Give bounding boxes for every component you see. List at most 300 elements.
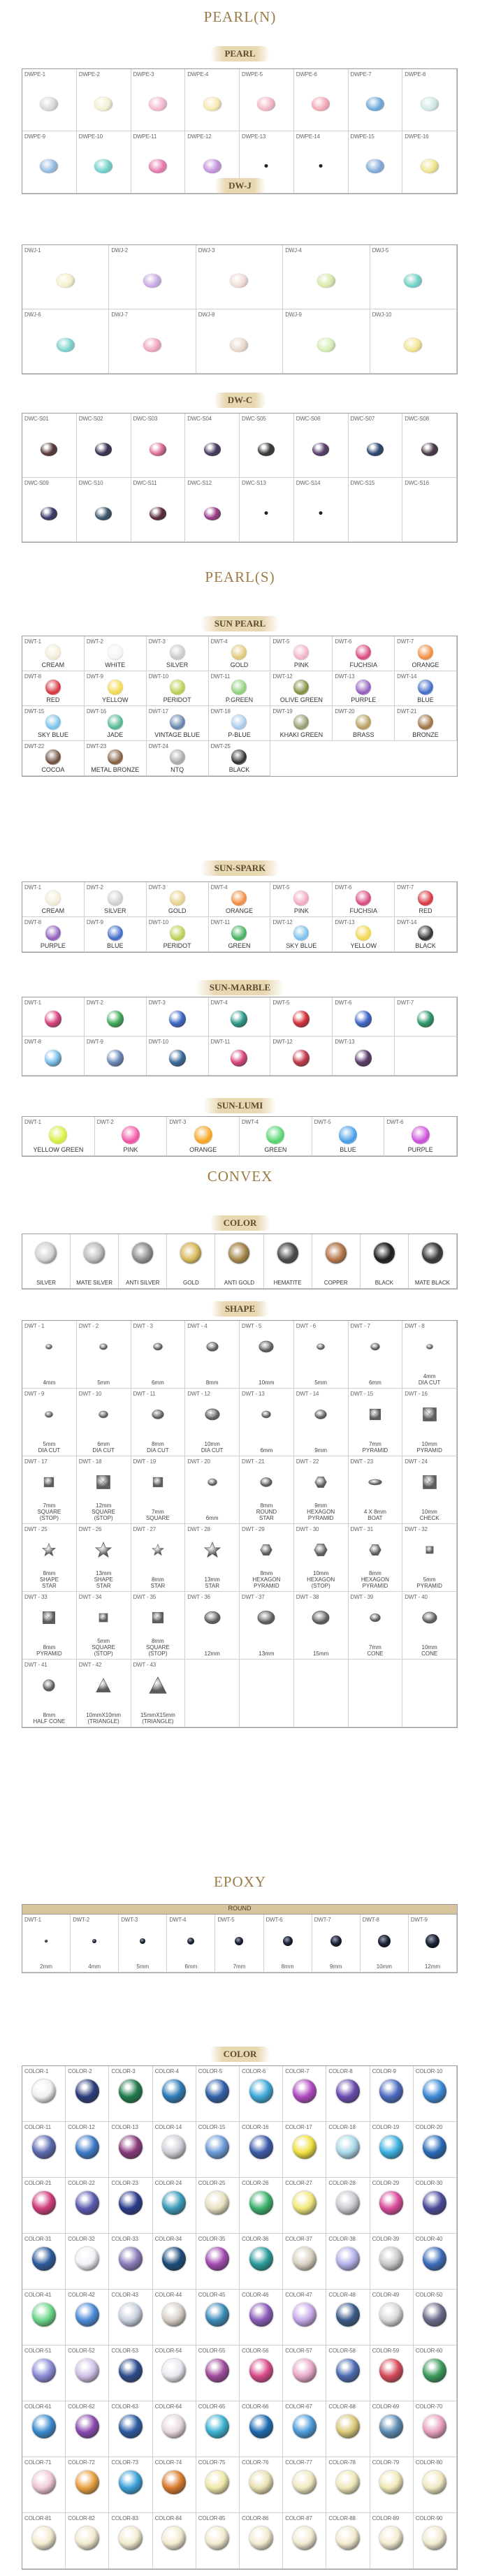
- convex_shape-cell: [240, 1456, 294, 1524]
- item-name: BRONZE: [412, 731, 439, 738]
- pyramid-icon: [40, 1609, 58, 1627]
- item-code: DWT - 3: [133, 1323, 153, 1329]
- item-code: DWC-S05: [242, 416, 266, 422]
- size-label: 12mm: [424, 1963, 441, 1970]
- stone-swatch: [231, 1011, 247, 1027]
- item-name: PURPLE: [351, 696, 377, 703]
- item-code: COLOR-16: [242, 2124, 269, 2130]
- sun_marble-cell: [270, 997, 333, 1037]
- item-code: COLOR-5: [198, 2068, 222, 2074]
- stone-swatch: [231, 925, 247, 941]
- item-code: COLOR-38: [328, 2236, 356, 2242]
- shape-caption: 5mm: [314, 1380, 328, 1386]
- sun_lumi-cell: [384, 1117, 457, 1156]
- color-stone: [249, 2079, 273, 2103]
- color_section-cell: [153, 2401, 196, 2457]
- finish-name: BLACK: [374, 1280, 393, 1286]
- convex_shape-cell: [294, 1592, 349, 1660]
- item-code: COLOR-21: [24, 2180, 52, 2186]
- boat-icon: [366, 1473, 384, 1491]
- stone-swatch: [107, 1050, 124, 1067]
- star-icon: [203, 1541, 221, 1559]
- item-code: DWT-20: [335, 708, 355, 715]
- item-code: COLOR-90: [415, 2515, 443, 2522]
- color-stone: [249, 2191, 273, 2215]
- item-name: BLACK: [415, 942, 436, 949]
- item-code: DWT - 17: [24, 1458, 48, 1465]
- dwc-cell: [131, 478, 186, 542]
- item-code: DWT-15: [24, 708, 45, 715]
- stone-swatch: [45, 925, 61, 941]
- shape-caption: 8mm: [205, 1380, 219, 1386]
- pearl-subtitle: [0, 46, 480, 61]
- item-code: COLOR-58: [328, 2348, 356, 2354]
- item-code: DWC-S01: [24, 416, 49, 422]
- sun_pearl-cell: [85, 636, 147, 671]
- color_section-cell: [66, 2178, 109, 2234]
- dia-icon: [203, 1405, 221, 1424]
- color_section-cell: [22, 2290, 66, 2346]
- sun_marble-cell: [22, 997, 85, 1037]
- item-code: COLOR-41: [24, 2292, 52, 2298]
- pearl-subtitle-label: PEARL: [210, 46, 269, 61]
- sun-marble-subtitle: [0, 980, 480, 995]
- color-stone: [379, 2471, 403, 2494]
- item-code: DWT-13: [335, 1039, 355, 1045]
- item-name: PERIDOT: [163, 696, 191, 703]
- shape-caption: 8mm ROUND STAR: [256, 1502, 277, 1521]
- color_section-cell: [196, 2401, 240, 2457]
- color_section-cell: [370, 2457, 414, 2513]
- item-code: DWT - 27: [133, 1526, 156, 1532]
- color_section-cell: [66, 2122, 109, 2178]
- color-stone: [32, 2303, 56, 2327]
- item-code: DWT - 12: [187, 1391, 210, 1397]
- color-stone: [336, 2415, 360, 2438]
- color_section-cell: [240, 2290, 283, 2346]
- stone-swatch: [312, 97, 330, 111]
- color-stone: [293, 2415, 317, 2438]
- item-code: COLOR-85: [198, 2515, 226, 2522]
- shape-caption: 9mm: [314, 1447, 328, 1454]
- color_section-cell: [196, 2122, 240, 2178]
- dwj-cell: [22, 309, 109, 374]
- item-name: ORANGE: [225, 907, 253, 914]
- sun_pearl-cell: [209, 671, 271, 706]
- sun_spark-cell: [395, 917, 457, 952]
- stone-swatch: [49, 1126, 67, 1144]
- shape-caption: 8mm SHAPE STAR: [39, 1570, 59, 1589]
- color_section-cell: [283, 2513, 326, 2569]
- shape-caption: 10mm CHECK: [419, 1509, 439, 1521]
- epoxy-cell: [119, 1915, 167, 1973]
- item-code: COLOR-42: [68, 2292, 95, 2298]
- shape-caption: 13mm: [259, 1651, 275, 1657]
- dwc-cell: [294, 414, 349, 478]
- item-code: DWT-3: [148, 1000, 166, 1006]
- halfcone-icon: [40, 1676, 58, 1695]
- convex_shape-cell: [22, 1389, 77, 1456]
- epoxy-cell: [22, 1915, 71, 1973]
- item-code: DWT-4: [210, 1000, 228, 1006]
- item-name: VINTAGE BLUE: [154, 731, 201, 738]
- sun_spark-cell: [147, 882, 209, 917]
- stone-swatch: [355, 1011, 372, 1027]
- stone-swatch: [421, 443, 438, 456]
- stone-swatch: [231, 749, 247, 765]
- item-code: DWT-1: [24, 884, 41, 891]
- sun_pearl-cell: [333, 636, 395, 671]
- convex_color-cell: [119, 1234, 167, 1289]
- shape-caption: 8mm STAR: [150, 1576, 166, 1589]
- item-code: DWT - 36: [187, 1594, 210, 1600]
- shape-caption: 6mm: [205, 1515, 219, 1521]
- color_section-cell: [66, 2457, 109, 2513]
- finish-name: MATE BLACK: [414, 1280, 450, 1286]
- item-code: DWT-24: [148, 743, 168, 749]
- dia-icon: [149, 1405, 167, 1424]
- oval-icon: [203, 1609, 221, 1627]
- item-code: DWT-10: [148, 1039, 168, 1045]
- item-code: COLOR-44: [154, 2292, 182, 2298]
- item-code: COLOR-37: [285, 2236, 312, 2242]
- item-code: COLOR-8: [328, 2068, 353, 2074]
- item-code: DWC-S10: [78, 480, 103, 486]
- item-name: YELLOW GREEN: [33, 1146, 84, 1153]
- stone-swatch: [266, 1126, 284, 1144]
- color-stone: [423, 2471, 446, 2494]
- item-name: PURPLE: [407, 1146, 433, 1153]
- item-code: DWJ-7: [111, 312, 128, 318]
- item-code: DWJ-6: [24, 312, 41, 318]
- color_section-cell: [66, 2066, 109, 2122]
- item-name: SKY BLUE: [37, 731, 68, 738]
- item-name: BLUE: [107, 942, 124, 949]
- sun_pearl-cell: [22, 671, 85, 706]
- oval-icon: [40, 1338, 58, 1356]
- item-code: DWT - 10: [78, 1391, 102, 1397]
- stone-swatch: [194, 1126, 212, 1144]
- convex-color-subtitle: [0, 1215, 480, 1231]
- color-stone: [249, 2247, 273, 2271]
- item-code: DWT - 43: [133, 1662, 156, 1668]
- color-stone: [249, 2135, 273, 2159]
- stone-swatch: [107, 1011, 124, 1027]
- epoxy-dot: [330, 1935, 342, 1947]
- item-name: WHITE: [105, 661, 126, 668]
- item-code: COLOR-54: [154, 2348, 182, 2354]
- shape-caption: 10mm PYRAMID: [416, 1441, 442, 1454]
- item-code: COLOR-55: [198, 2348, 226, 2354]
- item-code: COLOR-68: [328, 2403, 356, 2410]
- item-code: DWT-2: [96, 1119, 114, 1125]
- shape-caption: 5mm DIA CUT: [38, 1441, 61, 1454]
- item-code: DWT-16: [86, 708, 106, 715]
- finish-name: GOLD: [183, 1280, 199, 1286]
- sun_pearl-cell: [270, 636, 333, 671]
- stone-swatch: [366, 159, 384, 173]
- color_section-cell: [153, 2234, 196, 2290]
- convex_shape-cell: [294, 1524, 349, 1592]
- epoxy-cell: [167, 1915, 215, 1973]
- item-code: COLOR-1: [24, 2068, 49, 2074]
- color-stone: [162, 2247, 186, 2271]
- item-code: COLOR-66: [242, 2403, 269, 2410]
- color-stone: [75, 2191, 99, 2215]
- item-code: DWT - 39: [350, 1594, 373, 1600]
- convex_color-grid: [22, 1234, 458, 1289]
- sun_marble-cell: [147, 1037, 209, 1076]
- sun_pearl-cell: [22, 636, 85, 671]
- color_section-cell: [22, 2066, 66, 2122]
- color_section-cell: [109, 2066, 152, 2122]
- color_section-cell: [66, 2346, 109, 2401]
- convex_color-cell: [22, 1234, 71, 1289]
- epoxy-dot: [140, 1938, 145, 1944]
- item-code: DWT - 16: [405, 1391, 428, 1397]
- sun_lumi-cell: [240, 1117, 312, 1156]
- convex_shape-cell: [240, 1660, 294, 1727]
- color_section-cell: [414, 2122, 457, 2178]
- color_section-cell: [414, 2066, 457, 2122]
- stone-swatch: [40, 97, 58, 111]
- finish-name: MATE SILVER: [76, 1280, 113, 1286]
- color-stone: [75, 2526, 99, 2550]
- item-code: DWT-13: [335, 673, 355, 680]
- color_section-cell: [326, 2457, 370, 2513]
- item-code: DWT - 7: [350, 1323, 370, 1329]
- item-code: DWPE-9: [24, 133, 45, 140]
- stone-swatch: [169, 1011, 186, 1027]
- item-code: DWT-8: [362, 1917, 379, 1923]
- convex_shape-cell: [240, 1524, 294, 1592]
- color_section-cell: [66, 2234, 109, 2290]
- stone-swatch: [122, 1126, 140, 1144]
- pearl-cell: [349, 69, 403, 131]
- convex_shape-cell: [240, 1592, 294, 1660]
- color-stone: [32, 2359, 56, 2383]
- item-code: COLOR-79: [372, 2459, 400, 2466]
- stone-swatch: [231, 715, 247, 730]
- color-stone: [119, 2079, 143, 2103]
- shape-caption: 6mm: [368, 1380, 381, 1386]
- color_section-cell: [22, 2513, 66, 2569]
- shape-caption: 4mm: [43, 1380, 56, 1386]
- stone-swatch: [418, 715, 433, 730]
- convex_shape-cell: [240, 1321, 294, 1389]
- item-code: DWPE-15: [350, 133, 374, 140]
- item-name: PINK: [293, 661, 309, 668]
- epoxy-cell: [361, 1915, 409, 1973]
- color-stone: [205, 2247, 229, 2271]
- color-stone: [162, 2079, 186, 2103]
- stone-swatch: [204, 507, 221, 520]
- stone-swatch: [404, 274, 422, 288]
- sun_pearl-cell: [209, 636, 271, 671]
- convex-stone: [422, 1243, 443, 1264]
- color_section-cell: [196, 2178, 240, 2234]
- color_section-cell: [22, 2401, 66, 2457]
- stone-swatch: [293, 715, 309, 730]
- color-stone: [379, 2247, 403, 2271]
- shape-caption: 7mm CONE: [367, 1644, 384, 1657]
- color-stone: [32, 2079, 56, 2103]
- item-name: SILVER: [166, 661, 189, 668]
- color_section-cell: [153, 2513, 196, 2569]
- color_section-cell: [283, 2066, 326, 2122]
- item-code: DWT - 21: [242, 1458, 265, 1465]
- item-code: DWT-25: [210, 743, 231, 749]
- item-name: BRASS: [352, 731, 374, 738]
- epoxy-dot: [378, 1935, 391, 1947]
- item-code: COLOR-78: [328, 2459, 356, 2466]
- sun-pearl-subtitle-label: SUN PEARL: [201, 616, 279, 631]
- stone-swatch: [230, 338, 248, 352]
- convex-shape-subtitle-label: SHAPE: [211, 1301, 269, 1317]
- convex_shape-cell: [402, 1389, 457, 1456]
- item-code: DWC-S06: [296, 416, 321, 422]
- item-code: DWPE-3: [133, 71, 154, 78]
- stone-swatch: [356, 925, 371, 941]
- item-code: DWJ-5: [372, 247, 389, 254]
- color-stone: [205, 2135, 229, 2159]
- stone-swatch: [170, 749, 185, 765]
- item-code: COLOR-6: [242, 2068, 266, 2074]
- size-label: 8mm: [281, 1963, 294, 1970]
- item-name: RED: [419, 907, 432, 914]
- shape-caption: 10mm DIA CUT: [201, 1441, 224, 1454]
- item-code: DWT-21: [397, 708, 417, 715]
- oval-icon: [203, 1473, 221, 1491]
- item-code: DWT - 9: [24, 1391, 45, 1397]
- item-code: DWT - 32: [405, 1526, 428, 1532]
- epoxy-dot: [45, 1940, 48, 1942]
- sun_pearl-cell: [209, 706, 271, 741]
- dwc-cell: [294, 478, 349, 542]
- stone-swatch: [57, 338, 75, 352]
- dwj-cell: [196, 309, 283, 374]
- stone-swatch: [355, 1050, 372, 1067]
- sun_marble-cell: [333, 1037, 395, 1076]
- color_section-cell: [109, 2401, 152, 2457]
- convex_shape-cell: [402, 1456, 457, 1524]
- sun_pearl-cell: [209, 741, 271, 776]
- shape-caption: 9mm HEXAGON PYRAMID: [307, 1502, 335, 1521]
- color-stone: [423, 2247, 446, 2271]
- oval-icon: [312, 1338, 330, 1356]
- color_section-cell: [66, 2513, 109, 2569]
- sun_pearl-cell: [147, 671, 209, 706]
- color_section-cell: [196, 2066, 240, 2122]
- item-code: DWT - 6: [296, 1323, 316, 1329]
- stone-swatch: [108, 715, 123, 730]
- finish-name: SILVER: [36, 1280, 56, 1286]
- shape-caption: 12mm SQUARE (STOP): [92, 1502, 116, 1521]
- item-code: DWT-12: [272, 673, 293, 680]
- size-label: 5mm: [136, 1963, 150, 1970]
- item-code: DWC-S14: [296, 480, 321, 486]
- item-code: DWPE-10: [78, 133, 103, 140]
- convex_shape-cell: [294, 1389, 349, 1456]
- item-code: COLOR-15: [198, 2124, 226, 2130]
- color_section-cell: [22, 2234, 66, 2290]
- shape-caption: 8mm HEXAGON PYRAMID: [361, 1570, 389, 1589]
- item-code: DWT - 31: [350, 1526, 373, 1532]
- item-name: P.GREEN: [225, 696, 254, 703]
- sun_spark-cell: [333, 917, 395, 952]
- item-code: DWT-9: [410, 1917, 428, 1923]
- pyramid-icon: [421, 1405, 439, 1424]
- item-code: COLOR-25: [198, 2180, 226, 2186]
- dwc-cell: [349, 414, 403, 478]
- dwc-grid: [22, 413, 458, 543]
- item-code: DWT-3: [148, 638, 166, 645]
- item-code: DWT - 8: [405, 1323, 425, 1329]
- stone-swatch: [367, 443, 384, 456]
- sun_pearl-grid: [22, 636, 458, 777]
- stone-swatch: [203, 159, 221, 173]
- convex_shape-cell: [22, 1592, 77, 1660]
- stone-swatch: [170, 925, 185, 941]
- sun_lumi-grid: [22, 1116, 458, 1157]
- convex_shape-cell: [185, 1660, 240, 1727]
- item-code: DWT - 20: [187, 1458, 210, 1465]
- color_section-cell: [153, 2066, 196, 2122]
- stone-swatch: [366, 97, 384, 111]
- color_section-cell: [196, 2290, 240, 2346]
- dwc-cell: [77, 478, 131, 542]
- color_section-cell: [66, 2290, 109, 2346]
- item-code: COLOR-34: [154, 2236, 182, 2242]
- dwc-cell: [131, 414, 186, 478]
- size-label: 9mm: [329, 1963, 342, 1970]
- dwj-cell: [109, 309, 196, 374]
- item-code: COLOR-36: [242, 2236, 269, 2242]
- item-code: DWC-S02: [78, 416, 103, 422]
- epoxy-title: EPOXY: [213, 1873, 266, 1890]
- shape-caption: 4 X 8mm BOAT: [363, 1509, 386, 1521]
- color-stone: [379, 2526, 403, 2550]
- dwj-cell: [370, 309, 457, 374]
- item-name: JADE: [107, 731, 124, 738]
- oval-icon: [257, 1473, 275, 1491]
- convex_shape-cell: [131, 1321, 186, 1389]
- item-name: YELLOW: [102, 696, 129, 703]
- color-stone: [423, 2415, 446, 2438]
- color-stone: [293, 2191, 317, 2215]
- sun_marble-cell: [333, 997, 395, 1037]
- stone-swatch: [170, 645, 185, 660]
- item-code: COLOR-12: [68, 2124, 95, 2130]
- sun_pearl-cell: [85, 741, 147, 776]
- sun_spark-cell: [270, 882, 333, 917]
- convex_shape-cell: [131, 1592, 186, 1660]
- item-code: DWPE-6: [296, 71, 317, 78]
- item-code: DWC-S03: [133, 416, 158, 422]
- convex_shape-cell: [185, 1456, 240, 1524]
- color_section-cell: [283, 2290, 326, 2346]
- item-code: DWT-4: [241, 1119, 259, 1125]
- color-stone: [423, 2135, 446, 2159]
- stone-swatch: [231, 1050, 247, 1067]
- item-code: DWT-8: [24, 673, 41, 680]
- color_section-cell: [153, 2290, 196, 2346]
- color_section-cell: [240, 2066, 283, 2122]
- convex_shape-cell: [294, 1660, 349, 1727]
- item-code: COLOR-32: [68, 2236, 95, 2242]
- item-code: DWT - 2: [78, 1323, 99, 1329]
- stone-swatch: [317, 274, 335, 288]
